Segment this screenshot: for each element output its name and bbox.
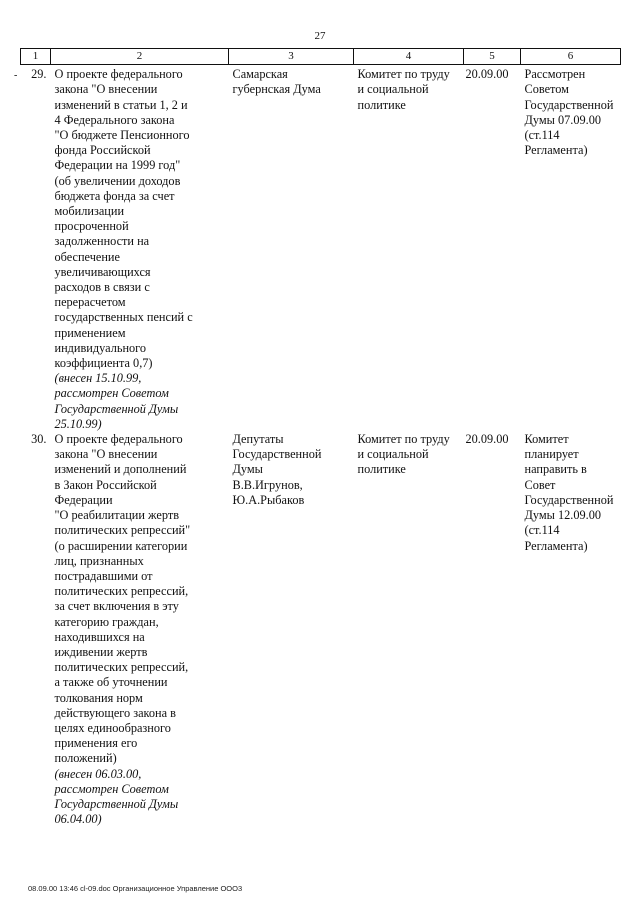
column-number-5: 5 <box>464 49 521 65</box>
initiator: Депутаты Государственной Думы В.В.Игрунов, Ю.А.Рыбаков <box>232 432 322 507</box>
bill-description-cell <box>51 432 229 827</box>
column-number-1: 1 <box>21 49 51 65</box>
bills-table <box>20 48 621 827</box>
committee: Комитет по труду и социальной политике <box>357 67 450 112</box>
footer-print-info: 08.09.00 13:46 cl-09.doc Организационное Управление ООО3 <box>28 884 243 893</box>
table-row <box>21 65 621 432</box>
status: Комитет планирует направить в Совет Государственной Думы 12.09.00 (ст.114 Регламента) <box>524 432 614 553</box>
bill-note: (внесен 15.10.99, рассмотрен Советом Государственной Думы 25.10.99) <box>54 371 179 431</box>
committee: Комитет по труду и социальной политике <box>357 432 450 477</box>
bill-title: О проекте федерального закона "О внесении изменений и дополнений в Закон Российской Федерации "О реабилитации жертв политических репрессий" (о расширении категории лиц, признанных пострадавшими от политических репрессий, за счет включения в эту категорию граждан, находившихся на иждивении жертв политических репрессий, а также об уточнении толкования норм действующего закона в целях единообразного применения его положений) <box>54 432 191 766</box>
status: Рассмотрен Советом Государственной Думы 07.09.00 (ст.114 Регламента) <box>524 67 614 158</box>
bill-description-cell <box>51 65 229 432</box>
column-number-2: 2 <box>51 49 229 65</box>
initiator: Самарская губернская Дума <box>232 67 321 97</box>
row-number: 30. <box>31 432 47 447</box>
page-number: 27 <box>314 30 326 42</box>
table-row <box>21 432 621 827</box>
column-number-6: 6 <box>521 49 621 65</box>
row-number: 29. <box>31 67 47 82</box>
bill-note: (внесен 06.03.00, рассмотрен Советом Государственной Думы 06.04.00) <box>54 766 179 827</box>
margin-mark: - <box>14 70 18 81</box>
column-number-row <box>21 49 621 65</box>
column-number-3: 3 <box>229 49 354 65</box>
date: 20.09.00 <box>465 67 509 82</box>
column-number-4: 4 <box>354 49 464 65</box>
date: 20.09.00 <box>465 432 509 447</box>
bill-title: О проекте федерального закона "О внесении изменений в статьи 1, 2 и 4 Федерального закона "О бюджете Пенсионного фонда Российской Федерации на 1999 год" (об увеличении доходов бюджета фонда за счет мобилизации просроченной задолженности на обеспечение увеличивающихся расходов в связи с перерасчетом государственных пенсий с применением индивидуального коэффициента 0,7) <box>54 67 193 371</box>
